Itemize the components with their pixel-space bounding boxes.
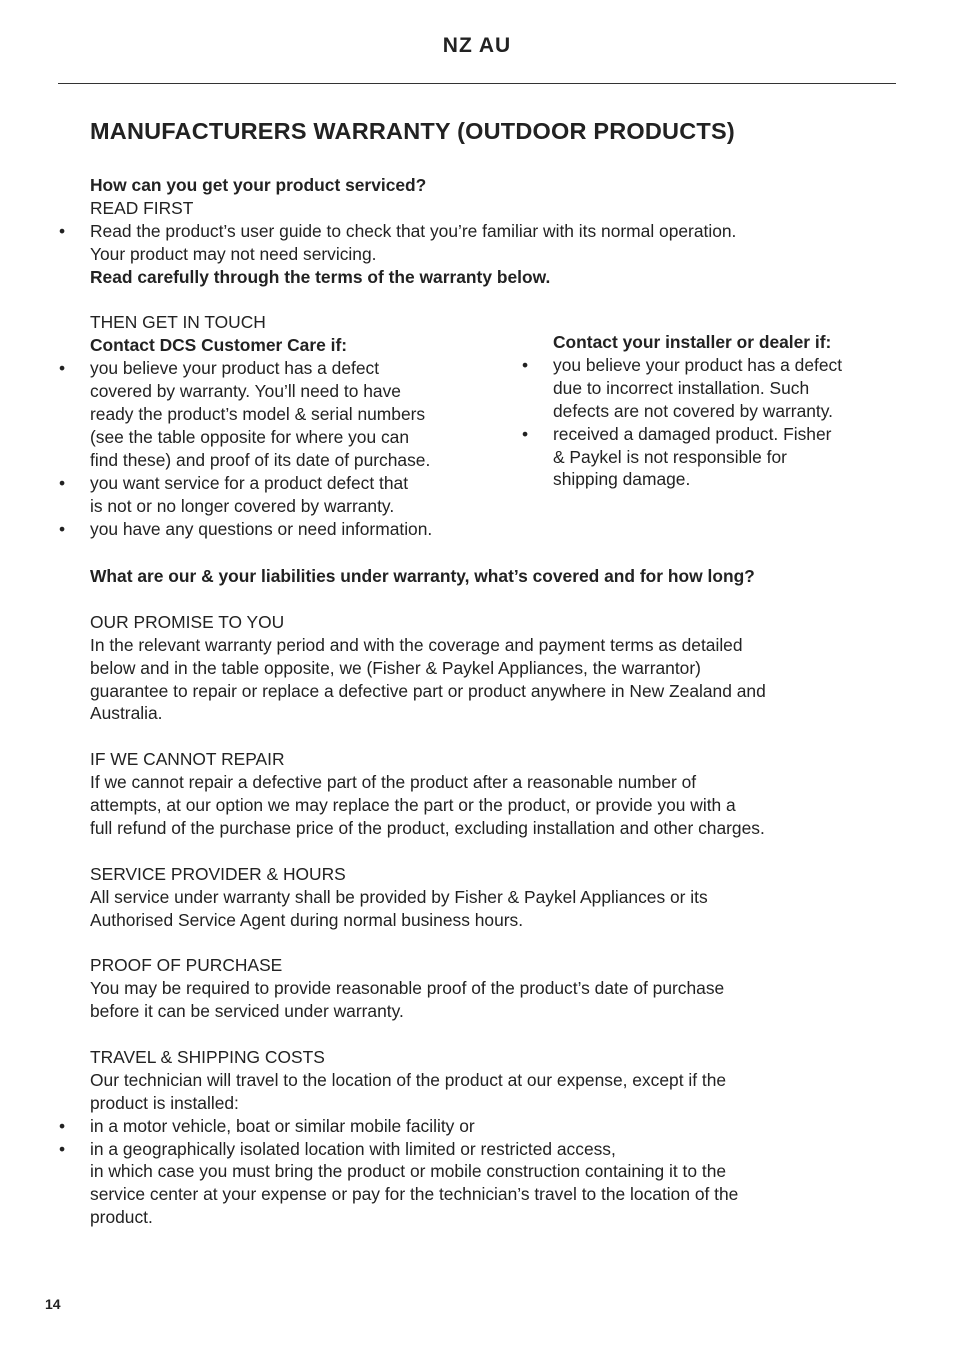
cannot-repair-heading: IF WE CANNOT REPAIR xyxy=(90,749,285,770)
get-in-touch-heading: THEN GET IN TOUCH xyxy=(90,312,266,333)
installer-bullet xyxy=(522,423,842,446)
promise-line: guarantee to repair or replace a defective part or product anywhere in New Zealand and xyxy=(90,680,766,701)
travel-after-line: in which case you must bring the product or mobile construction containing it to the xyxy=(90,1161,727,1182)
dcs-bullet-line: find these) and proof of its date of purchase. xyxy=(90,449,431,470)
read-carefully-note: Read carefully through the terms of the warranty below. xyxy=(90,266,551,287)
liabilities-question: What are our & your liabilities under warranty, what’s covered and for how long? xyxy=(90,566,755,586)
cannot-repair-line: If we cannot repair a defective part of the product after a reasonable number of xyxy=(90,772,697,793)
travel-after-line: service center at your expense or pay for the technician’s travel to the location of the xyxy=(90,1184,739,1205)
promise-line: Australia. xyxy=(90,703,163,724)
dcs-bullet-line: covered by warranty. You’ll need to have xyxy=(90,381,401,402)
installer-heading: Contact your installer or dealer if: xyxy=(553,332,832,352)
installer-bullet-line: shipping damage. xyxy=(553,469,691,490)
travel-bullet-line: in a motor vehicle, boat or similar mobile facility or xyxy=(90,1115,475,1136)
liabilities-section xyxy=(59,565,766,1229)
installer-bullet-line: defects are not covered by warranty. xyxy=(553,400,833,421)
travel-bullet xyxy=(59,1115,766,1138)
cannot-repair-line: full refund of the purchase price of the product, excluding installation and other charges. xyxy=(90,817,765,838)
installer-bullet xyxy=(522,354,843,377)
proof-line: before it can be serviced under warranty. xyxy=(90,1001,404,1022)
installer-section xyxy=(522,331,843,491)
bullet-icon: • xyxy=(59,1138,66,1159)
travel-line: product is installed: xyxy=(90,1092,239,1113)
dcs-bullet xyxy=(59,518,736,541)
cannot-repair-line: attempts, at our option we may replace the part or the product, or provide you with a xyxy=(90,795,736,816)
installer-bullet-line: & Paykel is not responsible for xyxy=(553,446,787,467)
read-first-bullet xyxy=(59,220,737,243)
bullet-icon: • xyxy=(59,220,66,241)
service-question: How can you get your product serviced? xyxy=(90,175,427,195)
installer-bullet-line: due to incorrect installation. Such xyxy=(553,377,810,398)
bullet-icon: • xyxy=(522,423,529,444)
proof-heading: PROOF OF PURCHASE xyxy=(90,955,283,976)
dcs-bullet-line: is not or no longer covered by warranty. xyxy=(90,495,395,516)
bullet-icon: • xyxy=(59,518,66,539)
proof-line: You may be required to provide reasonable proof of the product’s date of purchase xyxy=(90,978,725,999)
promise-line: below and in the table opposite, we (Fisher & Paykel Appliances, the warrantor) xyxy=(90,657,701,678)
dcs-heading: Contact DCS Customer Care if: xyxy=(90,335,348,356)
provider-heading: SERVICE PROVIDER & HOURS xyxy=(90,863,346,884)
page-number: 14 xyxy=(45,1296,61,1312)
page-title: MANUFACTURERS WARRANTY (OUTDOOR PRODUCTS) xyxy=(90,118,735,144)
travel-line: Our technician will travel to the location of the product at our expense, except if the xyxy=(90,1069,727,1090)
dcs-bullet-line: ready the product’s model & serial numbers xyxy=(90,404,426,425)
dcs-bullet-line: (see the table opposite for where you can xyxy=(90,426,410,447)
bullet-icon: • xyxy=(59,358,66,379)
travel-after-line: product. xyxy=(90,1207,153,1228)
bullet-icon: • xyxy=(522,354,529,375)
bullet-icon: • xyxy=(59,472,66,493)
bullet-icon: • xyxy=(59,1115,66,1136)
travel-bullet xyxy=(59,1138,766,1161)
dcs-bullet-line: you have any questions or need information. xyxy=(90,518,433,539)
promise-heading: OUR PROMISE TO YOU xyxy=(90,611,285,632)
installer-bullet-line: received a damaged product. Fisher xyxy=(553,423,832,444)
region-header: NZ AU xyxy=(442,34,512,57)
travel-bullet-line: in a geographically isolated location with limited or restricted access, xyxy=(90,1138,616,1159)
read-first-bullet-line: Read the product’s user guide to check that you’re familiar with its normal operation. xyxy=(90,220,737,241)
header-divider xyxy=(58,83,896,84)
installer-bullet-line: you believe your product has a defect xyxy=(553,354,843,375)
provider-line: All service under warranty shall be provided by Fisher & Paykel Appliances or its xyxy=(90,886,708,907)
promise-line: In the relevant warranty period and with the coverage and payment terms as detailed xyxy=(90,634,743,655)
read-first-heading: READ FIRST xyxy=(90,197,194,218)
dcs-bullet-line: you want service for a product defect that xyxy=(90,472,409,493)
provider-line: Authorised Service Agent during normal business hours. xyxy=(90,909,524,930)
dcs-bullet-line: you believe your product has a defect xyxy=(90,358,380,379)
read-first-bullet-line: Your product may not need servicing. xyxy=(90,243,377,264)
travel-heading: TRAVEL & SHIPPING COSTS xyxy=(90,1046,325,1067)
